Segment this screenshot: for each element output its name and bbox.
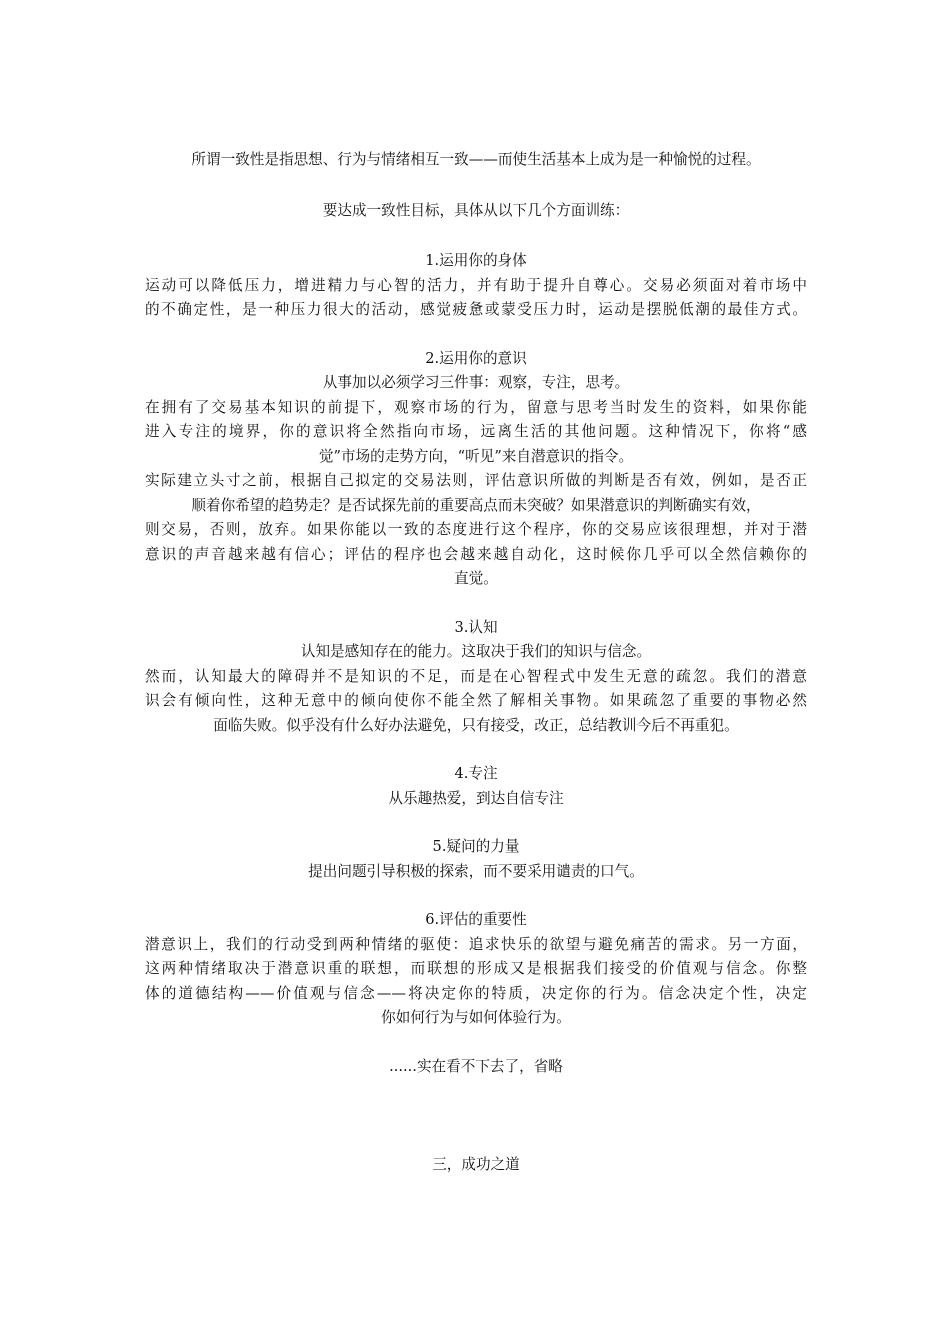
body-line: 然而，认知最大的障碍并不是知识的不足，而是在心智程式中发生无意的疏忽。我们的潜意: [145, 667, 807, 685]
body-line: 面临失败。似乎没有什么好办法避免，只有接受，改正，总结教训今后不再重犯。: [213, 716, 739, 734]
body-line: 识会有倾向性，这种无意中的倾向使你不能全然了解相关事物。如果疏忽了重要的事物必然: [145, 692, 807, 709]
body-line: 意识的声音越来越有信心；评估的程序也会越来越自动化，这时候你几乎可以全然信赖你的: [145, 545, 807, 563]
training-lead: 要达成一致性目标，具体从以下几个方面训练：: [322, 201, 630, 219]
body-line: 体的道德结构——价值观与信念——将决定你的特质，决定你的行为。信念决定个性，决定: [145, 984, 807, 1002]
document-page: [145, 148, 807, 1178]
section-heading: 5.疑问的力量: [432, 838, 520, 855]
section-heading: 2.运用你的意识: [425, 349, 527, 367]
body-line: 你如何行为与如何体验行为。: [381, 1009, 571, 1026]
omitted-note: ......实在看不下去了，省略: [389, 1057, 563, 1075]
section-heading: 3.认知: [454, 618, 498, 636]
body-line: 觉”市场的走势方向，“听见”来自潜意识的指令。: [318, 447, 634, 465]
section-consciousness: [145, 347, 807, 592]
intro-paragraph: 所谓一致性是指思想、行为与情绪相互一致——而使生活基本上成为是一种愉悦的过程。: [191, 151, 761, 168]
body-line: 在拥有了交易基本知识的前提下，观察市场的行为，留意与思考当时发生的资料，如果你能: [145, 398, 807, 416]
section-heading: 1.运用你的身体: [425, 252, 527, 269]
chapter-heading: 三，成功之道: [432, 1156, 520, 1173]
body-line: 从事加以必须学习三件事：观察，专注，思考。: [322, 374, 630, 391]
body-line: 实际建立头寸之前，根据自己拟定的交易法则，评估意识所做的判断是否有效，例如，是否正: [145, 472, 807, 489]
section-heading: 4.专注: [454, 765, 498, 782]
section-focus: [145, 762, 807, 811]
body-line: 的不确定性，是一种压力很大的活动，感觉疲惫或蒙受压力时，运动是摆脱低潮的最佳方式。: [145, 301, 807, 318]
body-line: 则交易，否则，放弃。如果你能以一致的态度进行这个程序，你的交易应该很理想，并对于潜: [145, 521, 807, 538]
body-line: 进入专注的境界，你的意识将全然指向市场，远离生活的其他问题。这种情况下，你将“感: [145, 423, 807, 440]
section-heading: 6.评估的重要性: [425, 911, 527, 928]
section-questions: [145, 835, 807, 884]
body-line: 直觉。: [454, 570, 498, 587]
body-line: 认知是感知存在的能力。这取决于我们的知识与信念。: [300, 643, 652, 660]
section-body-usage: [145, 249, 807, 323]
body-line: 提出问题引导积极的探索，而不要采用谴责的口气。: [308, 862, 644, 880]
section-cognition: [145, 616, 807, 739]
body-line: 潜意识上，我们的行动受到两种情绪的驱使：追求快乐的欲望与避免痛苦的需求。另一方面，: [145, 935, 807, 953]
body-line: 从乐趣热爱，到达自信专注: [388, 789, 564, 807]
section-evaluation: [145, 908, 807, 1031]
body-line: 运动可以降低压力，增进精力与心智的活力，并有助于提升自尊心。交易必须面对着市场中: [145, 276, 807, 294]
body-line: 顺着你希望的趋势走？是否试探先前的重要高点而未突破？如果潜意识的判断确实有效，: [191, 496, 761, 514]
body-line: 这两种情绪取决于潜意识重的联想，而联想的形成又是根据我们接受的价值观与信念。你整: [145, 960, 807, 977]
